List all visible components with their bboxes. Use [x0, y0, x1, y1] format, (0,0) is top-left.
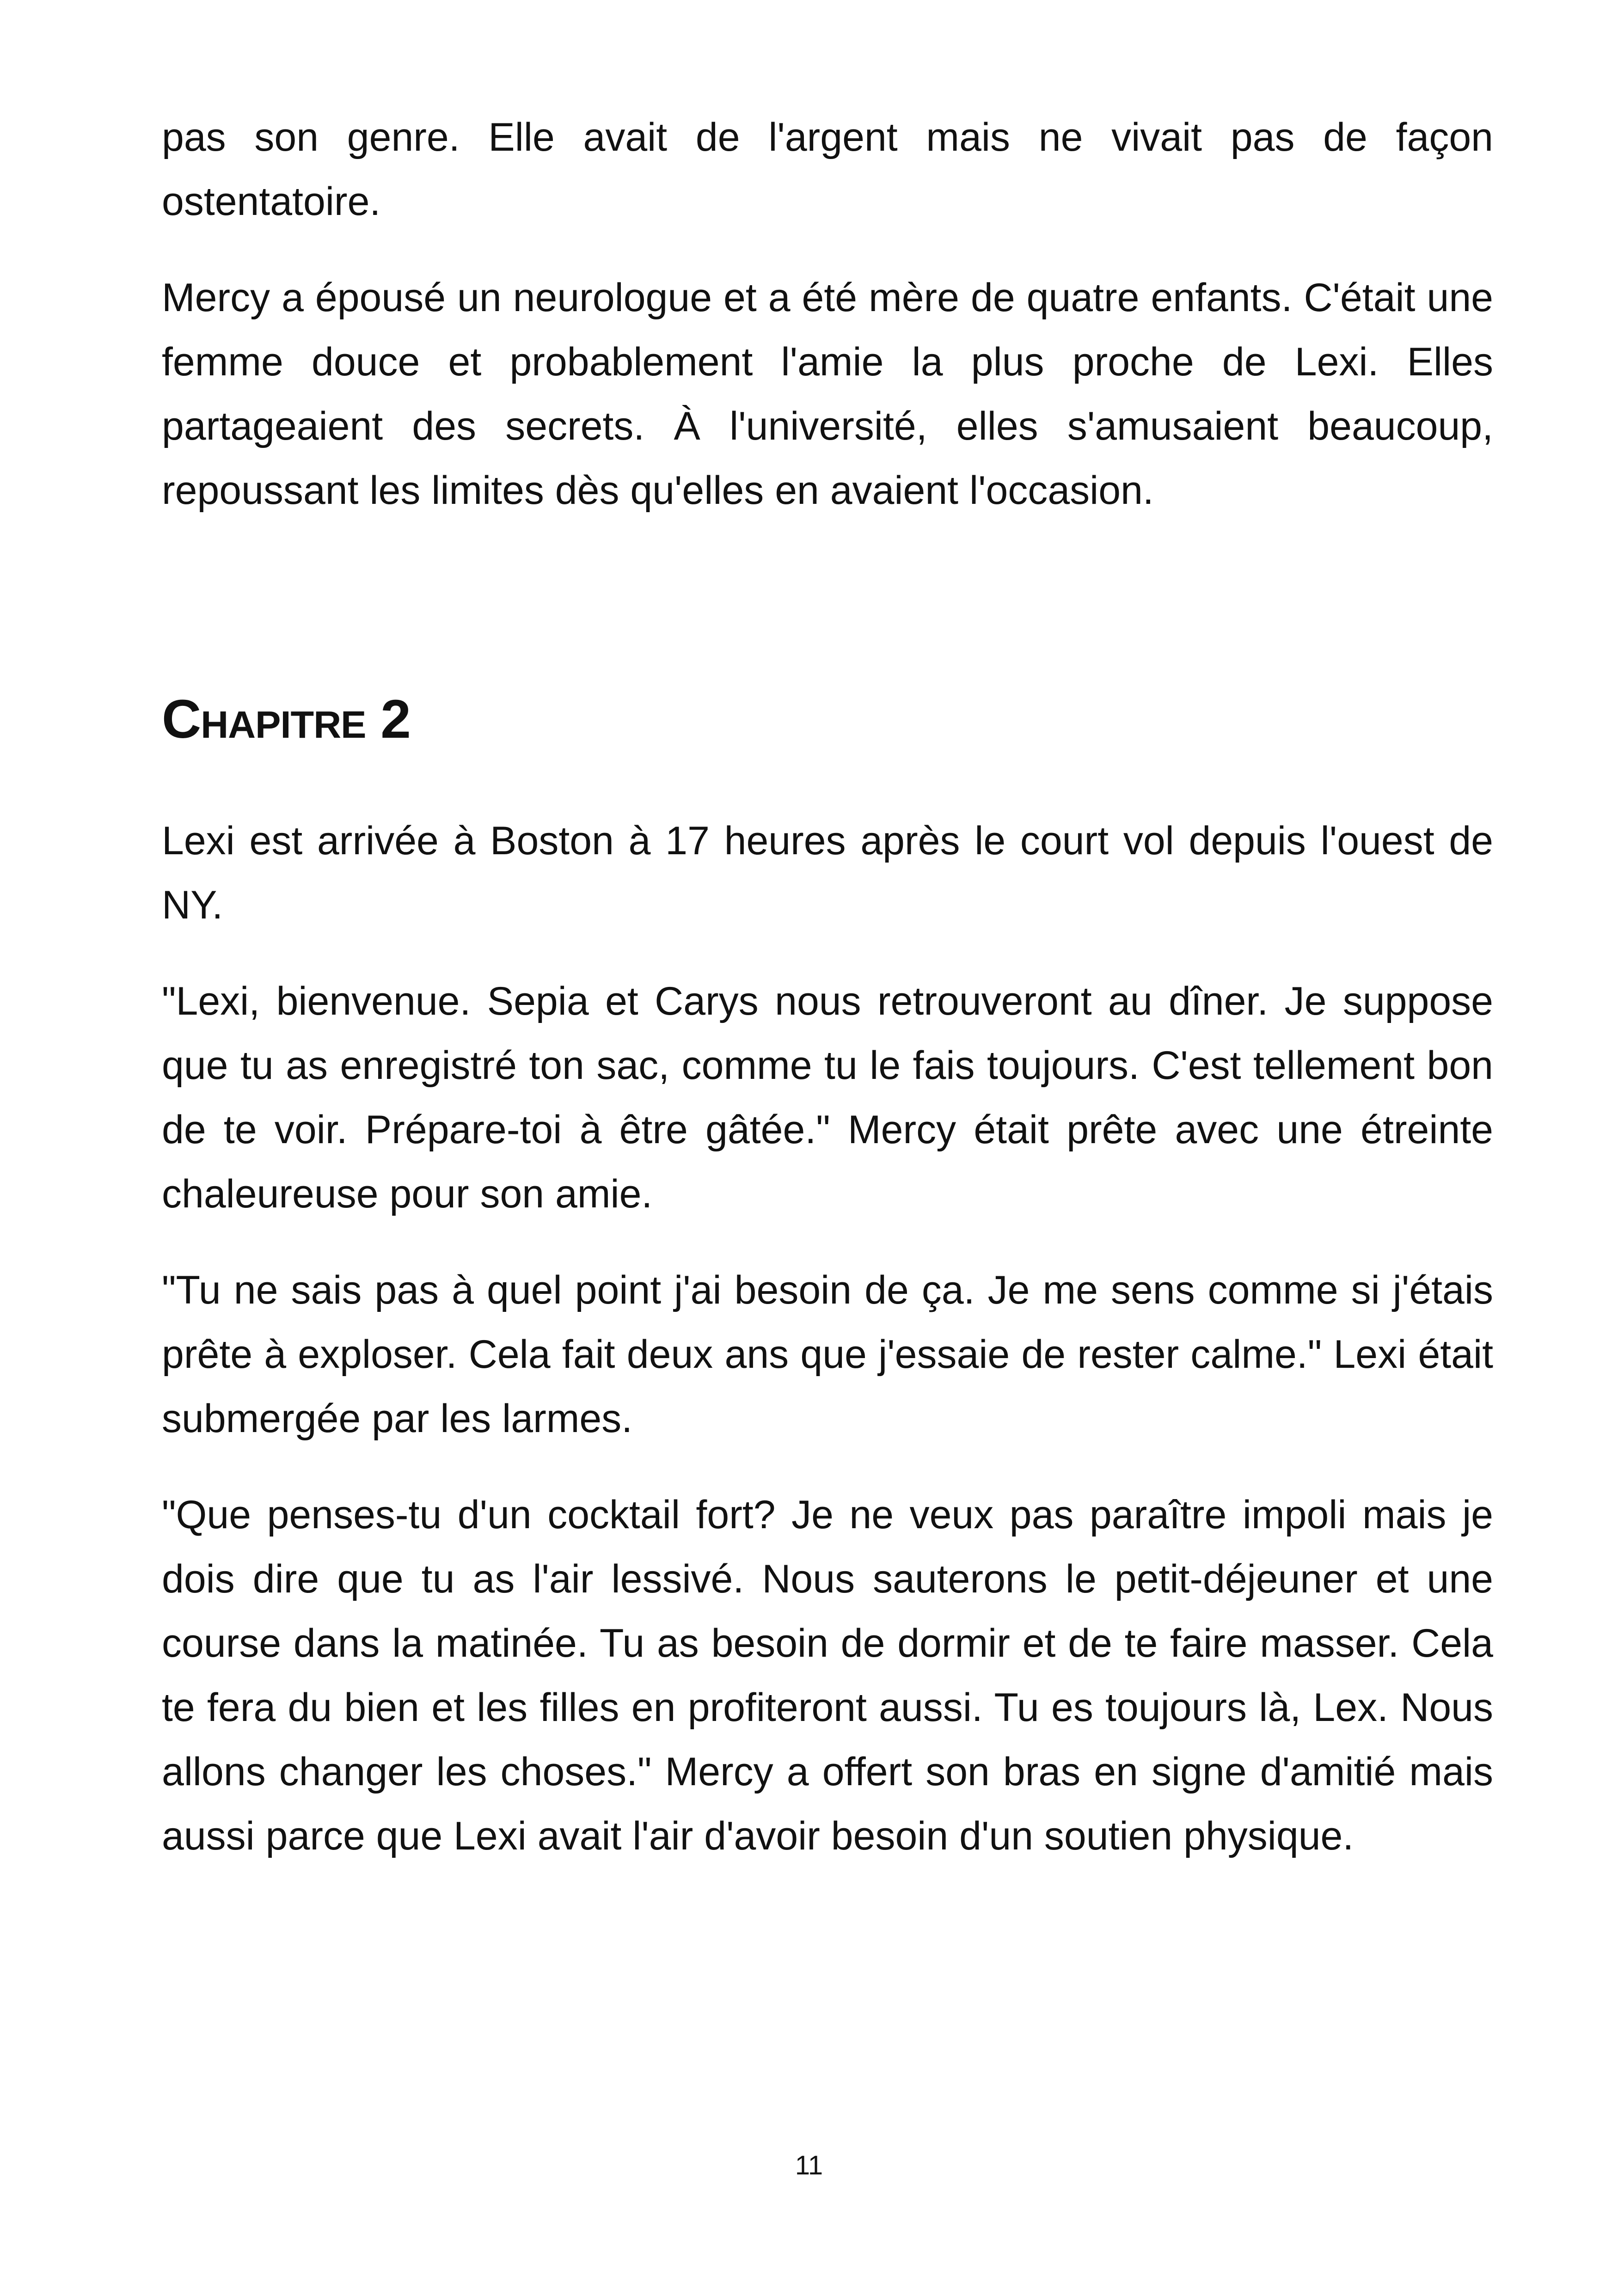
paragraph-mercy: Mercy a épousé un neurologue et a été mère de quatre enfants. C'était une femme douce et probablement l'amie la plus proche de Lexi. Elles partageaient des secrets. À l'université, elles s'amusaient beaucoup, repoussant les limites dès qu'elles en avaient l'occasion.	[162, 276, 1493, 513]
paragraph-arrival: Lexi est arrivée à Boston à 17 heures après le court vol depuis l'ouest de NY.	[162, 819, 1493, 927]
paragraph-cocktail: "Que penses-tu d'un cocktail fort? Je ne veux pas paraître impoli mais je dois dire que tu as l'air lessivé. Nous sauterons le petit-déjeuner et une course dans la matinée. Tu as besoin de dormir et de te faire masser. Cela te fera du bien et les filles en profiteront aussi. Tu es toujours là, Lex. Nous allons changer les choses." Mercy a offert son bras en signe d'amitié mais aussi parce que Lexi avait l'air d'avoir besoin d'un soutien physique.	[162, 1493, 1493, 1858]
page-number: 11	[795, 2150, 823, 2180]
paragraph-lexi-reply: "Tu ne sais pas à quel point j'ai besoin de ça. Je me sens comme si j'étais prête à exploser. Cela fait deux ans que j'essaie de rester calme." Lexi était submergée par les larmes.	[162, 1268, 1493, 1441]
paragraph-continuation: pas son genre. Elle avait de l'argent mais ne vivait pas de façon ostentatoire.	[162, 115, 1493, 224]
paragraph-welcome: "Lexi, bienvenue. Sepia et Carys nous retrouveront au dîner. Je suppose que tu as enregistré ton sac, comme tu le fais toujours. C'est tellement bon de te voir. Prépare-toi à être gâtée." Mercy était prête avec une étreinte chaleureuse pour son amie.	[162, 979, 1493, 1216]
chapter-body	[162, 809, 1493, 1900]
chapter-title: Chapitre 2	[162, 689, 411, 750]
intro-section	[162, 105, 1493, 555]
